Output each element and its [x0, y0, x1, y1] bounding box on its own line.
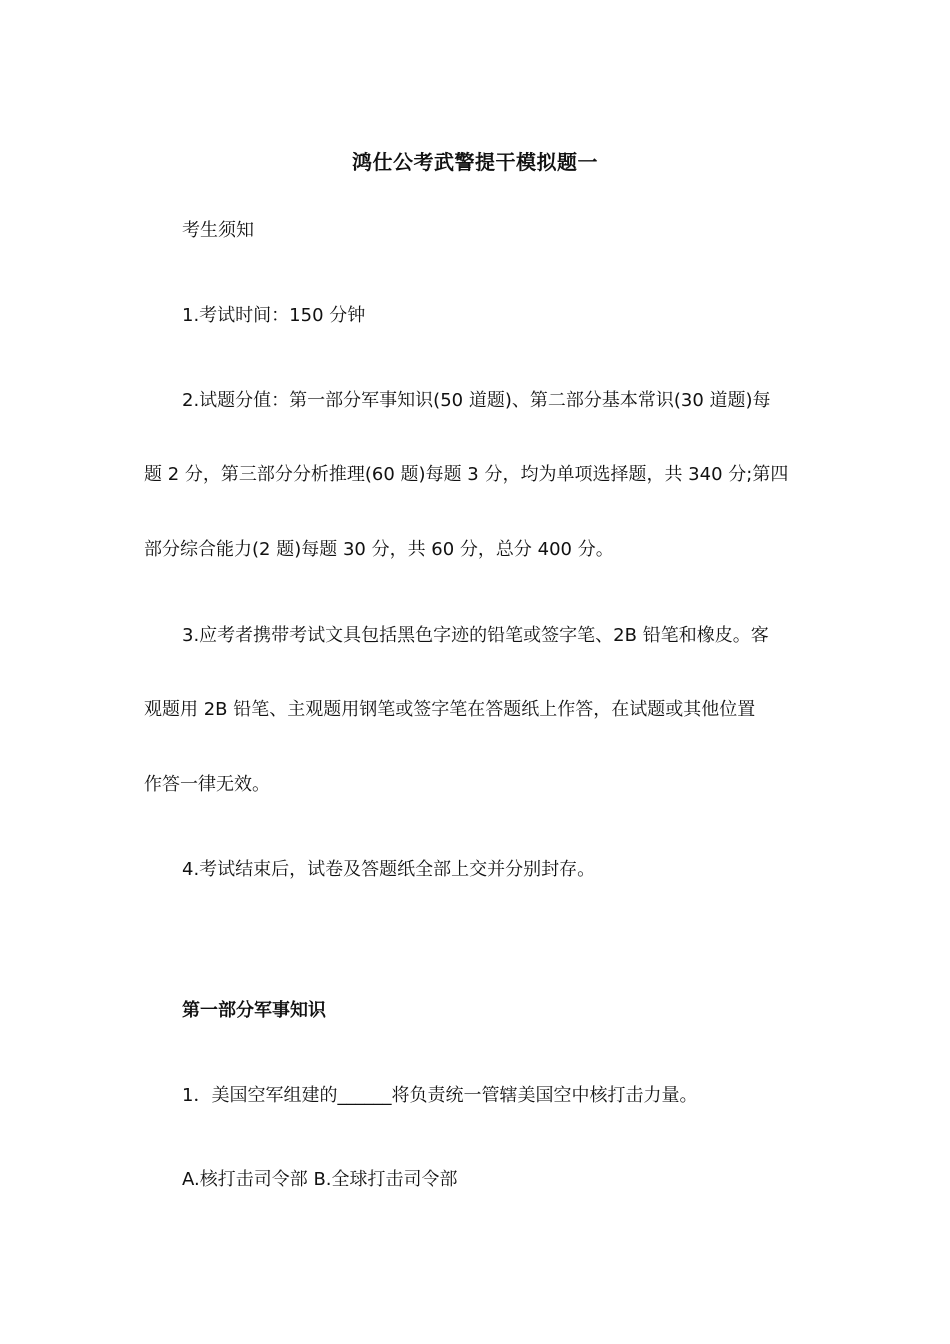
notice-item-2-line-1: 2.试题分值：第一部分军事知识(50 道题)、第二部分基本常识(30 道题)每	[182, 390, 771, 411]
notice-item-3-line-1: 3.应考者携带考试文具包括黑色字迹的铅笔或签字笔、2B 铅笔和橡皮。客	[182, 625, 769, 646]
section-heading: 第一部分军事知识	[182, 1000, 326, 1021]
page-title: 鸿仕公考武警提干模拟题一	[352, 150, 598, 174]
notice-item-3-line-2: 观题用 2B 铅笔、主观题用钢笔或签字笔在答题纸上作答，在试题或其他位置	[144, 699, 756, 720]
notice-item-2-line-2: 题 2 分，第三部分分析推理(60 题)每题 3 分，均为单项选择题，共 340 分;第四	[144, 464, 789, 485]
question-1-options: A.核打击司令部 B.全球打击司令部	[182, 1169, 458, 1190]
notice-item-3-line-3: 作答一律无效。	[144, 774, 270, 795]
notice-item-1: 1.考试时间：150 分钟	[182, 305, 366, 326]
notice-item-2-line-3: 部分综合能力(2 题)每题 30 分，共 60 分，总分 400 分。	[144, 539, 614, 560]
notice-heading: 考生须知	[182, 220, 254, 241]
question-1: 1．美国空军组建的______将负责统一管辖美国空中核打击力量。	[182, 1085, 698, 1106]
notice-item-4: 4.考试结束后，试卷及答题纸全部上交并分别封存。	[182, 859, 596, 880]
